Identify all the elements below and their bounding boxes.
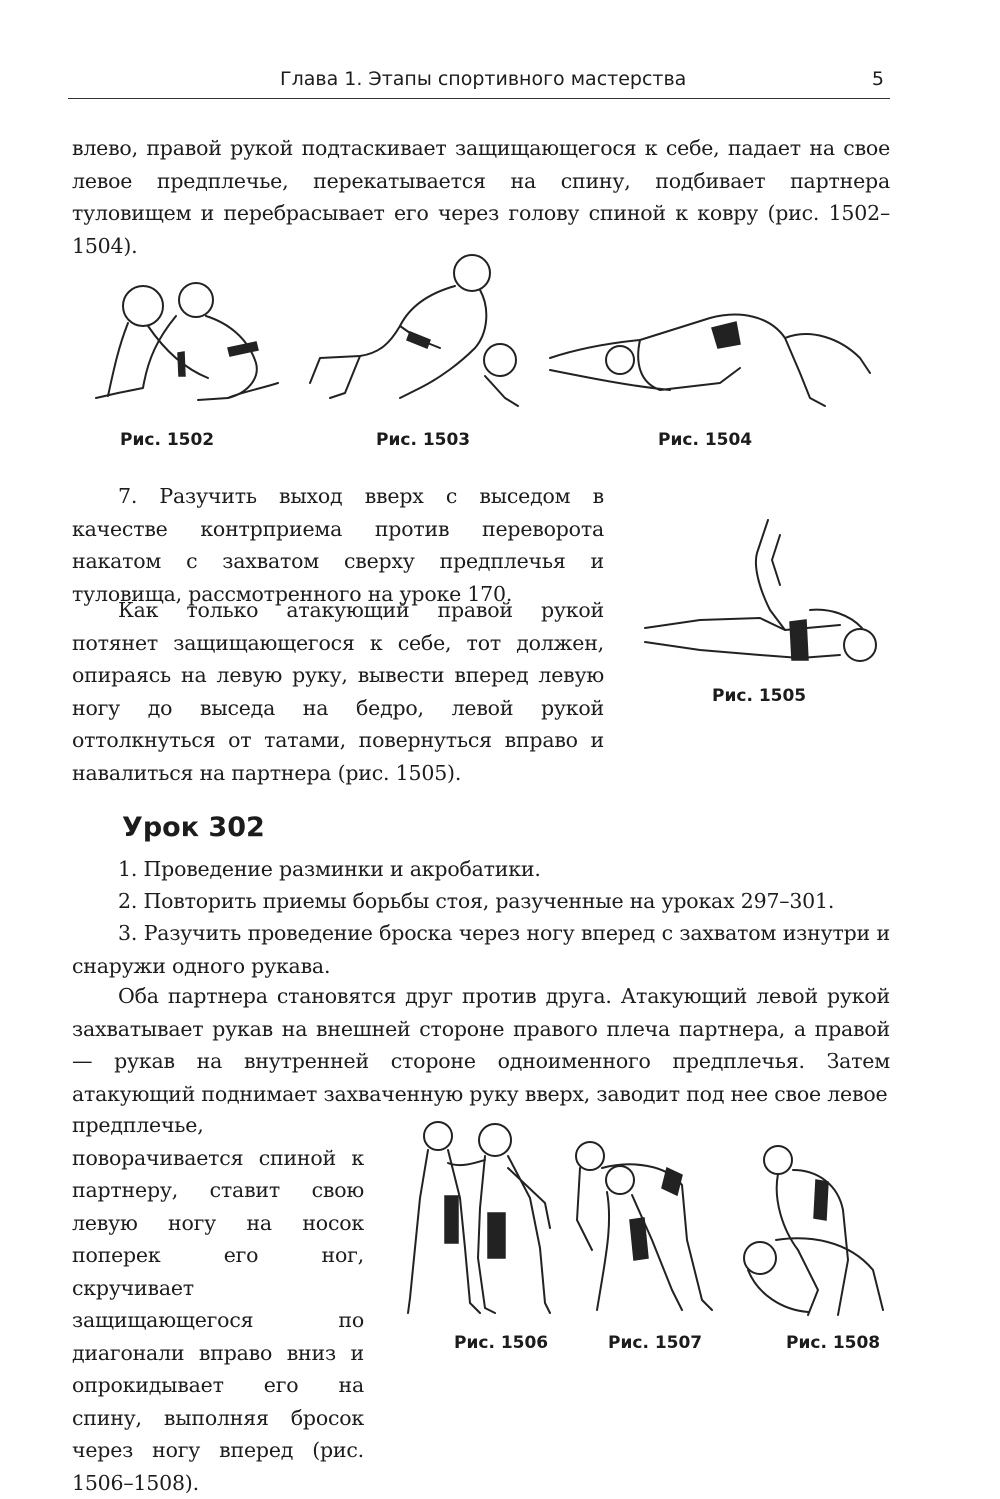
figure-1503-illustration [300, 248, 525, 413]
paragraph-item-7: 7. Разучить выход вверх с выседом в качестве контрприема против переворота накатом с захватом сверху предплечья и туловища, рассмотренного на уроке 170. [72, 484, 604, 606]
lesson-title: Урок 302 [122, 812, 265, 843]
caption-1506: Рис. 1506 [454, 1333, 549, 1353]
lesson-item-4-continued: предплечье, поворачивается спиной к партнеру, ставит свою левую ногу на носок поперек его ног, скручивает защищающегося по диагонали вправо вниз и опрокидывает его на спину, выполняя бросок через ногу вперед (рис. 1506–1508). [72, 1113, 364, 1495]
caption-1507: Рис. 1507 [608, 1333, 703, 1353]
figure-1506-illustration [400, 1118, 568, 1323]
caption-1505: Рис. 1505 [712, 686, 807, 706]
caption-1503: Рис. 1503 [376, 430, 471, 450]
lesson-item-3: 3. Разучить проведение броска через ногу вперед с захватом изнутри и снаружи одного рукава. [72, 921, 890, 978]
paragraph-intro: влево, правой рукой подтаскивает защищающегося к себе, падает на свое левое предплечье, перекатывается на спину, подбивает партнера туловищем и перебрасывает его через голову спиной к ковру (рис. 1502–1504). [72, 136, 890, 258]
lesson-item-4: Оба партнера становятся друг против друга. Атакующий левой рукой захватывает рукав на внешней стороне правого плеча партнера, а правой — рукав на внутренней стороне одноименного предплечья. Затем атакующий поднимает захваченную руку вверх, заводит под нее свое левое [72, 984, 890, 1106]
figure-1502-illustration [88, 268, 288, 413]
caption-1502: Рис. 1502 [120, 430, 215, 450]
lesson-item-2: 2. Повторить приемы борьбы стоя, разученные на уроках 297–301. [118, 889, 835, 913]
figure-1507-illustration [572, 1140, 720, 1315]
figure-1504-illustration [540, 298, 875, 413]
figure-1508-illustration [738, 1140, 888, 1320]
lesson-item-1: 1. Проведение разминки и акробатики. [118, 857, 541, 881]
figure-1505-illustration [640, 510, 890, 675]
caption-1504: Рис. 1504 [658, 430, 753, 450]
paragraph-item-7-continued: Как только атакующий правой рукой потянет защищающегося к себе, тот должен, опираясь на левую руку, вывести вперед левую ногу до выседа на бедро, левой рукой оттолкнуться от татами, повернуться вправо и навалиться на партнера (рис. 1505). [72, 598, 604, 785]
page-number: 5 [871, 68, 884, 90]
chapter-title: Глава 1. Этапы спортивного мастерства [280, 68, 687, 90]
running-header [68, 66, 890, 99]
caption-1508: Рис. 1508 [786, 1333, 881, 1353]
